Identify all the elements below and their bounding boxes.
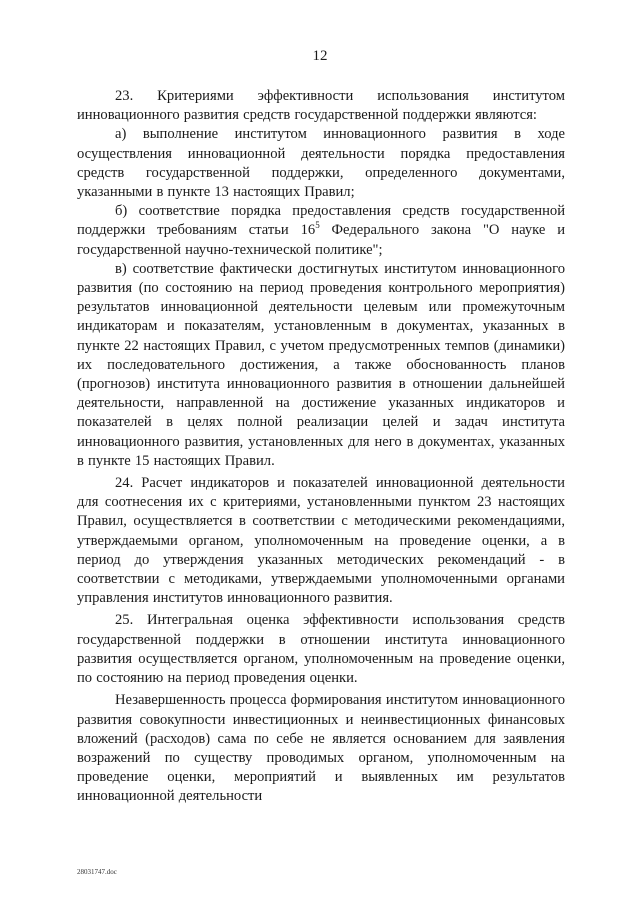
paragraph-23-b-text: б) соответствие порядка предоставления средств государственной поддержки требованиям статьи 16 (77, 203, 565, 239)
paragraph-24: 24. Расчет индикаторов и показателей инновационной деятельности для соотнесения их с критериями, установленными пунктом 23 настоящих Правил, осуществляется в соответствии с методическими рекомендациями, утверждаемыми органом, уполномоченным на проведение оценки, а в период до утверждения указанных методических рекомендаций - в соответствии с методиками, утверждаемыми уполномоченными органами управления институтов инновационного развития. (77, 475, 565, 607)
paragraph-23: 23. Критериями эффективности использования институтом инновационного развития средств государственной поддержки являются: (77, 88, 565, 124)
article-superscript: 5 (315, 220, 320, 231)
document-body (77, 87, 565, 807)
paragraph-23-a: а) выполнение институтом инновационного развития в ходе осуществления инновационной деятельности порядка предоставления средств государственной поддержки, определенного документами, указанными в пункте 13 настоящих Правил; (77, 126, 565, 201)
paragraph-23-b-text-end: Федерального закона "О науке и государственной научно-технической политике"; (77, 222, 565, 258)
file-reference: 28031747.doc (77, 868, 117, 876)
page-number: 12 (312, 48, 328, 64)
paragraph-25: 25. Интегральная оценка эффективности использования средств государственной поддержки в отношении института инновационного развития осуществляется органом, уполномоченным на проведение оценки, по состоянию на период проведения оценки. (77, 612, 565, 687)
paragraph-23-b (77, 202, 565, 260)
paragraph-23-c: в) соответствие фактически достигнутых институтом инновационного развития (по состоянию на период проведения контрольного мероприятия) результатов инновационной деятельности целевым или промежуточным индикаторам и показателям, установленным в документах, указанных в пункте 22 настоящих Правил, с учетом предусмотренных темпов (динамики) их последовательного достижения, а также обоснованность планов (прогнозов) института инновационного развития в отношении дальнейшей деятельности, направленной на достижение указанных индикаторов и показателей в целях полной реализации целей и задач института инновационного развития, установленных для него в документах, указанных в пункте 15 настоящих Правил. (77, 260, 565, 469)
paragraph-25-continued: Незавершенность процесса формирования институтом инновационного развития совокупности инвестиционных и неинвестиционных финансовых вложений (расходов) сама по себе не является основанием для заявления возражений по существу проводимых органом, уполномоченным на проведение оценки, мероприятий и выявленных им результатов инновационной деятельности (77, 692, 565, 805)
